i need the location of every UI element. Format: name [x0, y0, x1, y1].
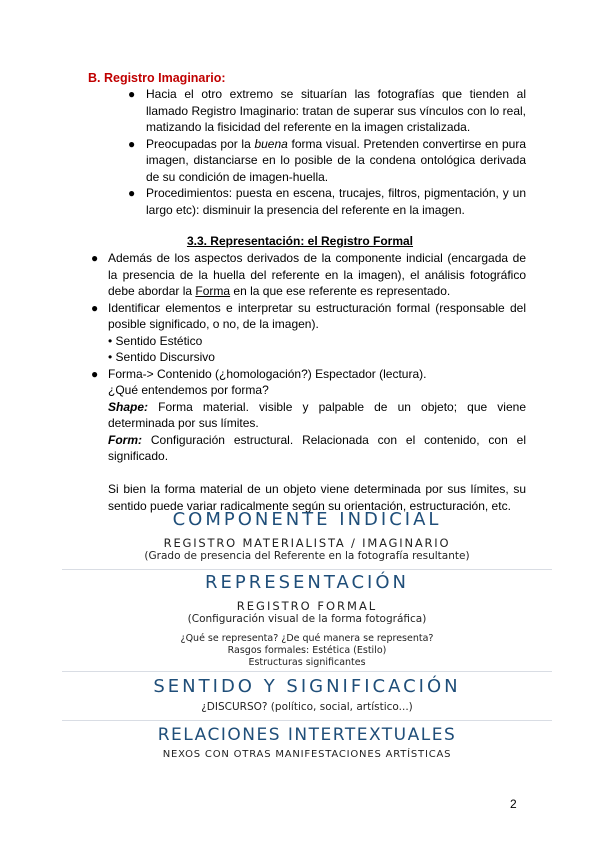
list-item	[128, 136, 526, 186]
bullet-icon: ●	[91, 300, 99, 315]
list-item-text-start: Preocupadas por la	[146, 136, 255, 151]
form-content-line: Forma-> Contenido (¿homologación?) Espectador (lectura).	[108, 366, 427, 381]
list-item-text-start: Además de los aspectos derivados de la componente indicial (encargada de la presencia de la huella del referente en la imagen), el análisis fotográfico debe abordar la	[108, 251, 526, 298]
sentido-title: SENTIDO Y SIGNIFICACIÓN	[153, 676, 461, 697]
closing-paragraph: Si bien la forma material de un objeto viene determinada por sus límites, su sentido puede variar radicalmente según su orientación, estructuración, etc.	[108, 482, 526, 513]
underlined-term: Forma	[195, 284, 231, 298]
bullet-icon: ●	[128, 136, 136, 151]
section-3-3-title: 3.3. Representación: el Registro Formal	[186, 234, 414, 248]
registro-materialista-title: REGISTRO MATERIALISTA / IMAGINARIO	[163, 536, 451, 550]
page-number: 2	[510, 797, 517, 811]
shape-def-text: Forma material. visible y palpable de un objeto; que viene determinada por sus límites.	[108, 399, 526, 430]
form-definition	[108, 432, 526, 465]
section-b-heading: B. Registro Imaginario:	[88, 71, 226, 85]
form-def-text: Configuración estructural. Relacionada con el contenido, con el significado.	[108, 432, 526, 463]
registro-formal-title: REGISTRO FORMAL	[236, 599, 378, 613]
bullet-icon: ●	[128, 87, 136, 101]
emphasis-text: buena	[254, 136, 288, 151]
question-line: ¿Qué se representa? ¿De qué manera se representa?	[180, 633, 434, 644]
shape-term: Shape:	[108, 399, 149, 414]
relaciones-title: RELACIONES INTERTEXTUALES	[157, 725, 457, 745]
discurso-subtitle: ¿DISCURSO? (político, social, artístico...)	[201, 701, 413, 713]
list-item-text: Identificar elementos e interpretar su estructuración formal (responsable del posible significado, o no, de la imagen).	[108, 300, 526, 331]
shape-definition	[108, 399, 526, 432]
configuracion-subtitle: (Configuración visual de la forma fotográfica)	[187, 613, 427, 625]
form-term: Form:	[108, 432, 142, 447]
list-item-text: Hacia el otro extremo se situarían las fotografías que tienden al llamado Registro Imaginario: tratan de superar sus vínculos con lo real, matizando la fisicidad del referente en la imagen cristalizada.	[146, 87, 526, 134]
list-item	[91, 300, 526, 366]
list-item	[128, 185, 526, 218]
question-line: ¿Qué entendemos por forma?	[108, 383, 269, 397]
representacion-title: REPRESENTACIÓN	[205, 572, 409, 593]
grado-subtitle: (Grado de presencia del Referente en la fotografía resultante)	[144, 550, 470, 562]
list-item-text-end: forma visual. Pretenden convertirse en pura imagen, distanciarse en lo posible de la condena ontológica derivada de su condición de imagen-huella.	[146, 136, 526, 184]
componente-title: COMPONENTE INDICIAL	[172, 509, 442, 530]
separator	[62, 671, 552, 672]
list-item-text-end: en la que ese referente es representado.	[230, 284, 451, 298]
section-3-3-list	[91, 250, 526, 514]
nexos-subtitle: NEXOS CON OTRAS MANIFESTACIONES ARTÍSTICAS	[162, 749, 452, 760]
rasgos-line: Rasgos formales: Estética (Estilo)	[227, 645, 387, 656]
list-item-text: Procedimientos: puesta en escena, trucajes, filtros, pigmentación, y un largo etc): disminuir la presencia del referente en la imagen.	[146, 186, 526, 217]
list-item	[128, 86, 526, 136]
bullet-icon: ●	[91, 251, 99, 265]
estructuras-line: Estructuras significantes	[248, 657, 366, 668]
bullet-icon: ●	[128, 186, 136, 200]
sub-item-discursive: • Sentido Discursivo	[108, 350, 215, 364]
list-item	[91, 366, 526, 515]
separator	[62, 720, 552, 721]
list-item	[91, 250, 526, 300]
section-b-list	[128, 86, 526, 218]
concept-diagram	[92, 505, 522, 783]
separator	[62, 569, 552, 570]
bullet-icon: ●	[91, 366, 99, 381]
spacer	[108, 465, 526, 482]
sub-item-aesthetic: • Sentido Estético	[108, 333, 203, 348]
